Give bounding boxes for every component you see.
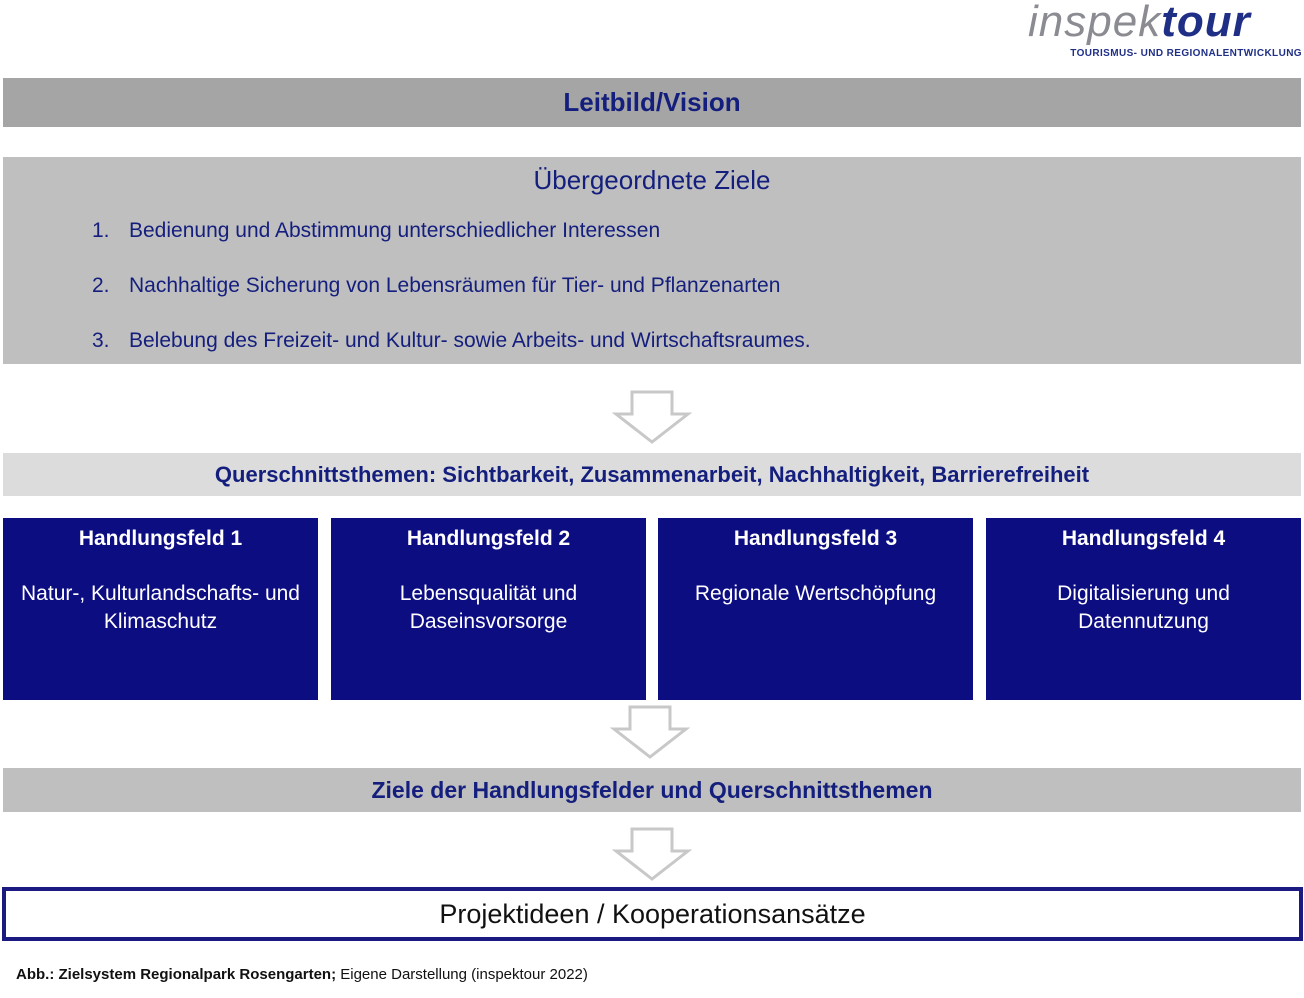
logo-tagline: TOURISMUS- UND REGIONALENTWICKLUNG [1070,48,1302,59]
goal-number: 2. [92,274,110,297]
projects-box [2,887,1303,941]
cross-topics-label: Querschnittsthemen: Sichtbarkeit, Zusammenarbeit, Nachhaltigkeit, Barrierefreiheit [214,461,1090,487]
action-field-desc: Lebensqualität und Daseinsvorsorge [399,582,578,633]
action-field-desc: Regionale Wertschöpfung [694,582,937,605]
field-goals-bar [3,768,1301,812]
goal-text: Belebung des Freizeit- und Kultur- sowie Arbeits- und Wirtschaftsraumes. [129,329,811,352]
projects-label: Projektideen / Kooperationsansätze [439,898,866,929]
action-field-title: Handlungsfeld 2 [406,527,571,550]
goals-title: Übergeordnete Ziele [533,165,771,195]
action-field-1 [3,518,318,700]
goal-number: 1. [92,219,110,242]
action-field-4 [986,518,1301,700]
down-arrow-icon [612,827,692,881]
field-goals-label: Ziele der Handlungsfelder und Querschnittsthemen [371,776,933,803]
action-field-desc: Natur-, Kulturlandschafts- und Klimaschutz [21,582,300,633]
action-field-title: Handlungsfeld 4 [1061,527,1226,550]
action-field-3 [658,518,973,700]
goal-item-1 [92,219,660,243]
action-field-title: Handlungsfeld 1 [78,527,243,550]
action-field-desc: Digitalisierung und Datennutzung [1057,582,1230,633]
vision-bar [3,78,1301,127]
caption-normal: Eigene Darstellung (inspektour 2022) [336,966,588,983]
down-arrow-icon [610,705,690,759]
goals-panel [3,157,1301,364]
goal-item-3 [92,329,811,353]
cross-topics-bar [3,453,1301,496]
vision-label: Leitbild/Vision [563,87,741,117]
down-arrow-icon [612,390,692,444]
caption-bold: Abb.: Zielsystem Regionalpark Rosengarten; [16,966,337,983]
action-field-2 [331,518,646,700]
figure-caption [16,966,916,983]
goal-text: Bedienung und Abstimmung unterschiedlicher Interessen [129,219,661,242]
goal-item-2 [92,274,780,298]
logo-word-part-2: tour [1161,0,1251,46]
goal-text: Nachhaltige Sicherung von Lebensräumen für Tier- und Pflanzenarten [129,274,781,297]
goal-number: 3. [92,329,110,352]
logo-word-part-1: inspek [1028,0,1162,46]
action-field-title: Handlungsfeld 3 [733,527,898,550]
logo-wordmark [1028,0,1298,50]
